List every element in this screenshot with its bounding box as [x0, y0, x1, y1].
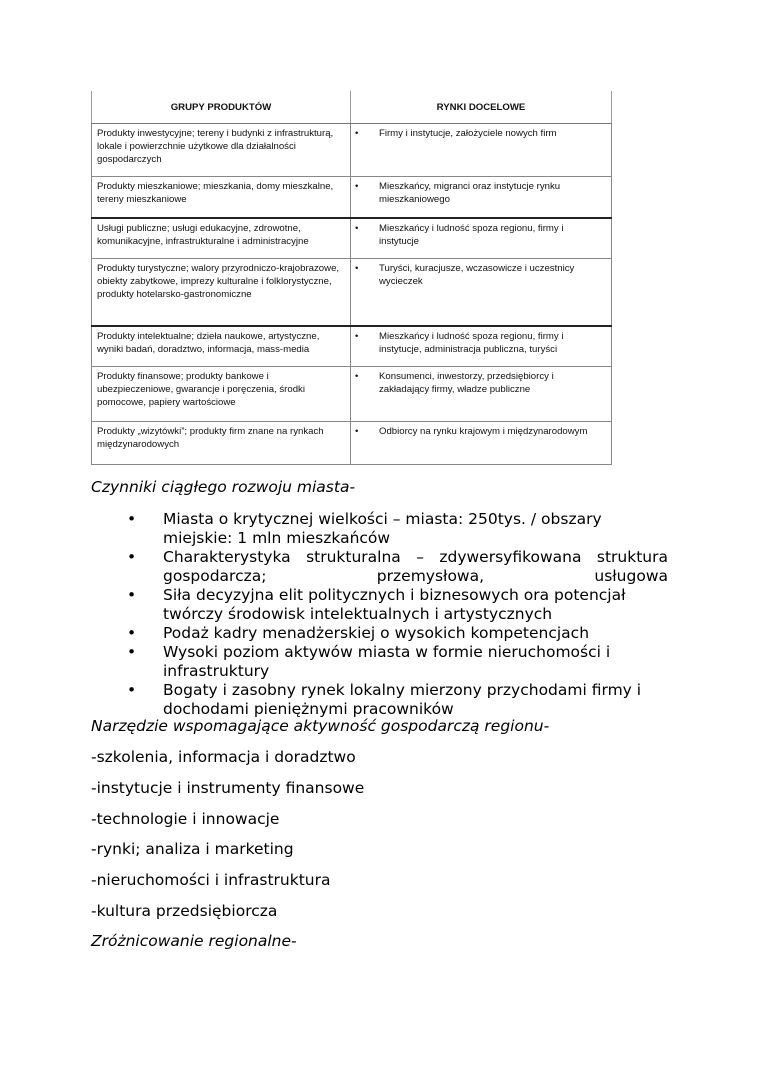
list-item	[127, 548, 668, 586]
market-text: Firmy i instytucje, założyciele nowych firm	[379, 128, 557, 139]
bullet-icon: •	[355, 128, 359, 139]
table-row	[92, 259, 612, 326]
bullet-icon: •	[127, 586, 137, 604]
market-cell	[351, 326, 612, 367]
tool-item: -kultura przedsiębiorcza	[91, 902, 278, 920]
market-text: Odbiorcy na rynku krajowym i międzynarodowym	[379, 426, 588, 437]
bullet-icon: •	[127, 681, 137, 699]
table-row	[92, 326, 612, 367]
tool-item: -instytucje i instrumenty finansowe	[91, 779, 365, 797]
list-item-text: Wysoki poziom aktywów miasta w formie nieruchomości i infrastruktury	[163, 643, 611, 680]
tool-item: -szkolenia, informacja i doradztwo	[91, 748, 356, 766]
product-cell: Produkty „wizytówki”; produkty firm znane na rynkach międzynarodowych	[92, 422, 351, 465]
table-row	[92, 218, 612, 259]
product-cell: Produkty mieszkaniowe; mieszkania, domy mieszkalne, tereny mieszkaniowe	[92, 177, 351, 218]
table-row	[92, 422, 612, 465]
market-cell	[351, 422, 612, 465]
market-text: Turyści, kuracjusze, wczasowicze i uczestnicy wycieczek	[379, 263, 575, 287]
header-product-groups: GRUPY PRODUKTÓW	[92, 91, 351, 124]
list-item-text: Siła decyzyjna elit politycznych i biznesowych ora potencjał twórczy środowisk intelektualnych i artystycznych	[163, 586, 626, 623]
bullet-icon: •	[127, 643, 137, 661]
heading-regional-differentiation: Zróżnicowanie regionalne-	[91, 932, 297, 950]
product-cell: Produkty finansowe; produkty bankowe i ubezpieczeniowe, gwarancje i poręczenia, środki pomocowe, papiery wartościowe	[92, 367, 351, 422]
bullet-icon: •	[355, 181, 359, 192]
development-factors-list	[127, 510, 668, 719]
tool-item: -nieruchomości i infrastruktura	[91, 871, 331, 889]
market-text: Mieszkańcy i ludność spoza regionu, firmy i instytucje	[379, 222, 564, 247]
market-cell	[351, 259, 612, 326]
table-row	[92, 124, 612, 177]
tool-item: -technologie i innowacje	[91, 810, 280, 828]
bullet-icon: •	[127, 510, 137, 528]
list-item	[127, 681, 668, 719]
list-item-text: Miasta o krytycznej wielkości – miasta: 250tys. / obszary miejskie: 1 mln mieszkańców	[163, 510, 602, 547]
market-text: Mieszkańcy i ludność spoza regionu, firmy i instytucje, administracja publiczna, turyści	[379, 330, 564, 355]
market-cell	[351, 218, 612, 259]
table-row	[92, 177, 612, 218]
bullet-icon: •	[127, 624, 137, 642]
heading-regional-support-tools: Narzędzie wspomagające aktywność gospodarczą regionu-	[91, 717, 550, 735]
list-item	[127, 643, 668, 681]
market-cell	[351, 124, 612, 177]
table-row	[92, 367, 612, 422]
list-item-text: Podaż kadry menadżerskiej o wysokich kompetencjach	[163, 624, 590, 642]
bullet-icon: •	[355, 263, 359, 274]
list-item	[127, 510, 668, 548]
table-header-row	[92, 91, 612, 124]
list-item	[127, 586, 668, 624]
list-item-text: Bogaty i zasobny rynek lokalny mierzony przychodami firmy i dochodami pieniężnymi pracowników	[163, 681, 642, 718]
product-cell: Produkty inwestycyjne; tereny i budynki z infrastrukturą, lokale i powierzchnie użytkowe dla działalności gospodarczych	[92, 124, 351, 177]
bullet-icon: •	[355, 222, 359, 234]
market-cell	[351, 177, 612, 218]
bullet-icon: •	[127, 548, 137, 566]
heading-city-development-factors: Czynniki ciągłego rozwoju miasta-	[91, 478, 356, 496]
product-cell: Produkty intelektualne; dzieła naukowe, artystyczne, wyniki badań, doradztwo, informacja, mass-media	[92, 326, 351, 367]
product-cell: Usługi publiczne; usługi edukacyjne, zdrowotne, komunikacyjne, infrastrukturalne i administracyjne	[92, 218, 351, 259]
market-text: Konsumenci, inwestorzy, przedsiębiorcy i zakładający firmy, władze publiczne	[379, 371, 554, 395]
product-cell: Produkty turystyczne; walory przyrodniczo-krajobrazowe, obiekty zabytkowe, imprezy kulturalne i folklorystyczne, produkty hotelarsko-gastronomiczne	[92, 259, 351, 326]
market-text: Mieszkańcy, migranci oraz instytucje rynku mieszkaniowego	[379, 181, 561, 205]
bullet-icon: •	[355, 426, 359, 437]
list-item-text: Charakterystyka strukturalna – zdywersyfikowana struktura gospodarcza; przemysłowa, usługowa	[163, 548, 668, 585]
list-item	[127, 624, 668, 643]
bullet-icon: •	[355, 330, 359, 342]
product-market-table	[91, 91, 612, 465]
market-cell	[351, 367, 612, 422]
header-target-markets: RYNKI DOCELOWE	[351, 91, 612, 124]
tool-item: -rynki; analiza i marketing	[91, 840, 294, 858]
bullet-icon: •	[355, 371, 359, 382]
